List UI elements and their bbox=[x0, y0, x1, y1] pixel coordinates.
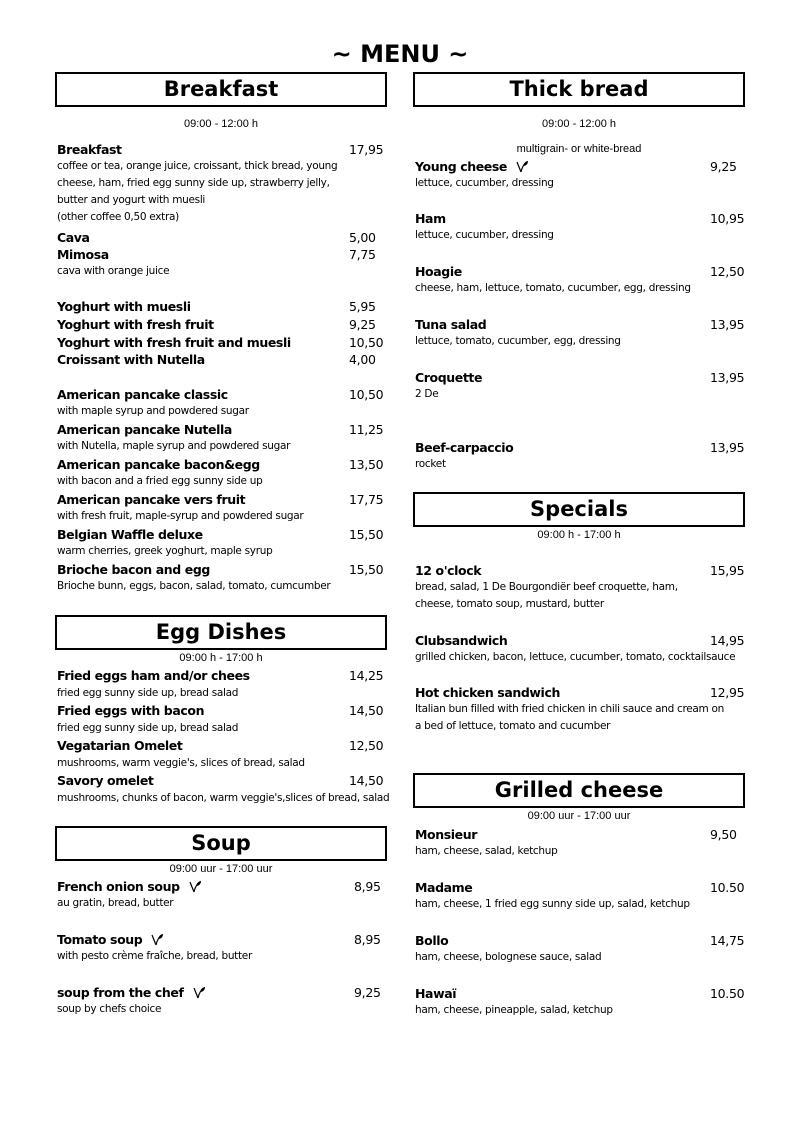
item-name-row bbox=[57, 984, 387, 1001]
section-header: Specials bbox=[413, 492, 745, 527]
item-description: fried egg sunny side up, bread salad bbox=[57, 722, 239, 734]
item-name: Cava bbox=[57, 230, 90, 245]
item-price: 14,95 bbox=[710, 633, 745, 648]
item-name-row bbox=[57, 229, 387, 246]
item-price: 7,75 bbox=[349, 247, 376, 262]
item-description: lettuce, cucumber, dressing bbox=[415, 177, 554, 189]
section-hours: 09:00 uur - 17:00 uur bbox=[527, 810, 631, 822]
section-hours: 09:00 h - 17:00 h bbox=[179, 652, 263, 664]
vegetarian-leaf-icon bbox=[192, 986, 206, 1000]
item-price: 10,50 bbox=[349, 387, 384, 402]
section-hours: 09:00 - 12:00 h bbox=[183, 118, 258, 130]
item-description: mushrooms, warm veggie's, slices of bread, salad bbox=[57, 757, 305, 769]
item-price: 8,95 bbox=[354, 879, 381, 894]
item-description: Brioche bunn, eggs, bacon, salad, tomato, cumcumber bbox=[57, 580, 331, 592]
menu-item bbox=[57, 561, 387, 595]
section-hours: 09:00 uur - 17:00 uur bbox=[169, 863, 273, 875]
menu-item bbox=[57, 931, 387, 965]
item-name: Croquette bbox=[415, 370, 483, 385]
menu-item bbox=[415, 369, 745, 403]
item-name: Hot chicken sandwich bbox=[415, 685, 560, 700]
item-description: butter and yogurt with muesli bbox=[57, 194, 206, 206]
item-description: (other coffee 0,50 extra) bbox=[57, 211, 179, 223]
item-name-row bbox=[415, 826, 745, 843]
menu-item bbox=[415, 158, 745, 192]
item-price: 12,95 bbox=[710, 685, 745, 700]
vegetarian-leaf-icon bbox=[188, 880, 202, 894]
item-name: 12 o'clock bbox=[415, 563, 482, 578]
item-description: cheese, tomato soup, mustard, butter bbox=[415, 598, 604, 610]
item-description: warm cherries, greek yoghurt, maple syrup bbox=[57, 545, 273, 557]
item-name: Yoghurt with fresh fruit and muesli bbox=[57, 335, 291, 350]
item-description: soup by chefs choice bbox=[57, 1003, 162, 1015]
item-name-row bbox=[57, 456, 387, 473]
item-name: Madame bbox=[415, 880, 473, 895]
item-description: coffee or tea, orange juice, croissant, thick bread, young bbox=[57, 160, 338, 172]
item-description: fried egg sunny side up, bread salad bbox=[57, 687, 239, 699]
item-name-row bbox=[57, 491, 387, 508]
item-name-row bbox=[57, 772, 387, 789]
item-name-row bbox=[57, 737, 387, 754]
item-description: 2 De bbox=[415, 388, 439, 400]
menu-item bbox=[57, 737, 387, 772]
item-name-row bbox=[415, 439, 745, 456]
item-name: Mimosa bbox=[57, 247, 109, 262]
item-name: Croissant with Nutella bbox=[57, 352, 205, 367]
item-name-row bbox=[57, 141, 387, 158]
item-description: cheese, ham, lettuce, tomato, cucumber, egg, dressing bbox=[415, 282, 691, 294]
item-price: 13,95 bbox=[710, 317, 745, 332]
item-price: 10.50 bbox=[710, 986, 745, 1001]
item-description: ham, cheese, 1 fried egg sunny side up, salad, ketchup bbox=[415, 898, 690, 910]
section-hours: 09:00 h - 17:00 h bbox=[537, 529, 621, 541]
item-price: 14,50 bbox=[349, 703, 384, 718]
item-price: 14,75 bbox=[710, 933, 745, 948]
vegetarian-leaf-icon bbox=[150, 933, 164, 947]
menu-item bbox=[57, 878, 387, 912]
item-name-row bbox=[415, 562, 745, 579]
item-price: 10,95 bbox=[710, 211, 745, 226]
item-description: grilled chicken, bacon, lettuce, cucumber, tomato, cocktailsauce bbox=[415, 651, 736, 663]
item-name: Beef-carpaccio bbox=[415, 440, 514, 455]
item-name: Yoghurt with muesli bbox=[57, 299, 191, 314]
item-description: cava with orange juice bbox=[57, 265, 170, 277]
item-name-row bbox=[415, 210, 745, 227]
menu-item bbox=[57, 298, 387, 315]
item-name-row bbox=[415, 632, 745, 649]
menu-item bbox=[57, 702, 387, 737]
item-price: 8,95 bbox=[354, 932, 381, 947]
item-price: 14,50 bbox=[349, 773, 384, 788]
item-name: Hawaï bbox=[415, 986, 457, 1001]
menu-item bbox=[57, 984, 387, 1018]
item-name-row bbox=[57, 561, 387, 578]
item-price: 11,25 bbox=[349, 422, 384, 437]
item-price: 17,95 bbox=[349, 142, 384, 157]
item-name-row bbox=[415, 369, 745, 386]
item-description: rocket bbox=[415, 458, 446, 470]
item-description: lettuce, tomato, cucumber, egg, dressing bbox=[415, 335, 621, 347]
item-name-row bbox=[415, 932, 745, 949]
item-description: a bed of lettuce, tomato and cucumber bbox=[415, 720, 611, 732]
item-price: 10,50 bbox=[349, 335, 384, 350]
item-description: lettuce, cucumber, dressing bbox=[415, 229, 554, 241]
item-name-row bbox=[415, 263, 745, 280]
item-description: ham, cheese, pineapple, salad, ketchup bbox=[415, 1004, 613, 1016]
menu-item bbox=[57, 334, 387, 351]
menu-item bbox=[57, 351, 387, 368]
item-name-row bbox=[415, 684, 745, 701]
item-description: with fresh fruit, maple-syrup and powdered sugar bbox=[57, 510, 304, 522]
item-name-row bbox=[57, 351, 387, 368]
item-price: 12,50 bbox=[349, 738, 384, 753]
item-name: Hoagie bbox=[415, 264, 462, 279]
item-name: American pancake classic bbox=[57, 387, 228, 402]
item-description: bread, salad, 1 De Bourgondiër beef croquette, ham, bbox=[415, 581, 678, 593]
menu-item bbox=[57, 229, 387, 246]
menu-item bbox=[415, 316, 745, 350]
section-header: Egg Dishes bbox=[55, 615, 387, 650]
item-price: 14,25 bbox=[349, 668, 384, 683]
item-price: 10.50 bbox=[710, 880, 745, 895]
item-price: 13,95 bbox=[710, 370, 745, 385]
item-price: 15,50 bbox=[349, 562, 384, 577]
item-price: 4,00 bbox=[349, 352, 376, 367]
item-name: Tuna salad bbox=[415, 317, 487, 332]
menu-item bbox=[57, 667, 387, 702]
section-hours: 09:00 - 12:00 h bbox=[541, 118, 616, 130]
menu-item bbox=[57, 386, 387, 420]
menu-item bbox=[415, 879, 745, 913]
vegetarian-leaf-icon bbox=[515, 160, 529, 174]
item-name-row bbox=[57, 667, 387, 684]
menu-item bbox=[415, 562, 745, 613]
section-header: Soup bbox=[55, 826, 387, 861]
menu-item bbox=[415, 263, 745, 297]
item-description: Italian bun filled with fried chicken in chili sauce and cream on bbox=[415, 703, 724, 715]
item-price: 17,75 bbox=[349, 492, 384, 507]
item-name-row bbox=[57, 246, 387, 263]
item-name-row bbox=[57, 386, 387, 403]
item-name-row bbox=[57, 931, 387, 948]
item-name: Clubsandwich bbox=[415, 633, 508, 648]
item-description: with Nutella, maple syrup and powdered sugar bbox=[57, 440, 291, 452]
item-description: ham, cheese, bolognese sauce, salad bbox=[415, 951, 602, 963]
menu-item bbox=[415, 684, 745, 735]
item-name-row bbox=[57, 421, 387, 438]
item-name: Young cheese bbox=[415, 159, 507, 174]
item-name-row bbox=[415, 985, 745, 1002]
item-description: ham, cheese, salad, ketchup bbox=[415, 845, 558, 857]
item-description: mushrooms, chunks of bacon, warm veggie's,slices of bread, salad bbox=[57, 792, 390, 804]
menu-item bbox=[57, 246, 387, 280]
item-name: soup from the chef bbox=[57, 985, 184, 1000]
item-name-row bbox=[57, 878, 387, 895]
item-price: 15,95 bbox=[710, 563, 745, 578]
item-price: 15,50 bbox=[349, 527, 384, 542]
menu-title: ~ MENU ~ bbox=[331, 40, 469, 68]
item-name: French onion soup bbox=[57, 879, 180, 894]
item-description: with maple syrup and powdered sugar bbox=[57, 405, 249, 417]
item-price: 9,50 bbox=[710, 827, 737, 842]
item-name: American pancake vers fruit bbox=[57, 492, 246, 507]
item-name: American pancake bacon&egg bbox=[57, 457, 260, 472]
section-header: Breakfast bbox=[55, 72, 387, 107]
menu-item bbox=[415, 826, 745, 860]
item-name: Vegatarian Omelet bbox=[57, 738, 183, 753]
item-price: 12,50 bbox=[710, 264, 745, 279]
item-name-row bbox=[57, 334, 387, 351]
item-name-row bbox=[415, 879, 745, 896]
menu-item bbox=[415, 932, 745, 966]
menu-item bbox=[57, 316, 387, 333]
item-name: Tomato soup bbox=[57, 932, 143, 947]
item-price: 5,95 bbox=[349, 299, 376, 314]
item-name: Fried eggs with bacon bbox=[57, 703, 205, 718]
section-note: multigrain- or white-bread bbox=[516, 143, 642, 155]
menu-item bbox=[57, 456, 387, 490]
item-name: Monsieur bbox=[415, 827, 477, 842]
item-price: 13,95 bbox=[710, 440, 745, 455]
item-description: with pesto crème fraîche, bread, butter bbox=[57, 950, 252, 962]
item-name: Savory omelet bbox=[57, 773, 154, 788]
menu-item bbox=[57, 526, 387, 560]
item-description: au gratin, bread, butter bbox=[57, 897, 174, 909]
menu-item bbox=[415, 210, 745, 244]
item-name-row bbox=[57, 298, 387, 315]
section-header: Grilled cheese bbox=[413, 773, 745, 808]
menu-item bbox=[57, 491, 387, 525]
item-name-row bbox=[57, 316, 387, 333]
item-name-row bbox=[415, 316, 745, 333]
item-description: with bacon and a fried egg sunny side up bbox=[57, 475, 263, 487]
item-name: Fried eggs ham and/or chees bbox=[57, 668, 250, 683]
item-price: 5,00 bbox=[349, 230, 376, 245]
menu-item bbox=[57, 421, 387, 455]
item-name: Ham bbox=[415, 211, 446, 226]
menu-item bbox=[57, 141, 387, 226]
item-name: American pancake Nutella bbox=[57, 422, 232, 437]
item-price: 9,25 bbox=[354, 985, 381, 1000]
menu-item bbox=[415, 985, 745, 1019]
menu-item bbox=[57, 772, 390, 807]
item-price: 9,25 bbox=[349, 317, 376, 332]
menu-item bbox=[415, 632, 745, 666]
menu-item bbox=[415, 439, 745, 473]
item-name: Belgian Waffle deluxe bbox=[57, 527, 203, 542]
item-name: Bollo bbox=[415, 933, 449, 948]
item-name-row bbox=[57, 702, 387, 719]
section-header: Thick bread bbox=[413, 72, 745, 107]
item-price: 13,50 bbox=[349, 457, 384, 472]
item-name-row bbox=[57, 526, 387, 543]
item-name: Breakfast bbox=[57, 142, 122, 157]
item-price: 9,25 bbox=[710, 159, 737, 174]
item-name: Brioche bacon and egg bbox=[57, 562, 210, 577]
item-name: Yoghurt with fresh fruit bbox=[57, 317, 214, 332]
item-description: cheese, ham, fried egg sunny side up, strawberry jelly, bbox=[57, 177, 330, 189]
item-name-row bbox=[415, 158, 745, 175]
